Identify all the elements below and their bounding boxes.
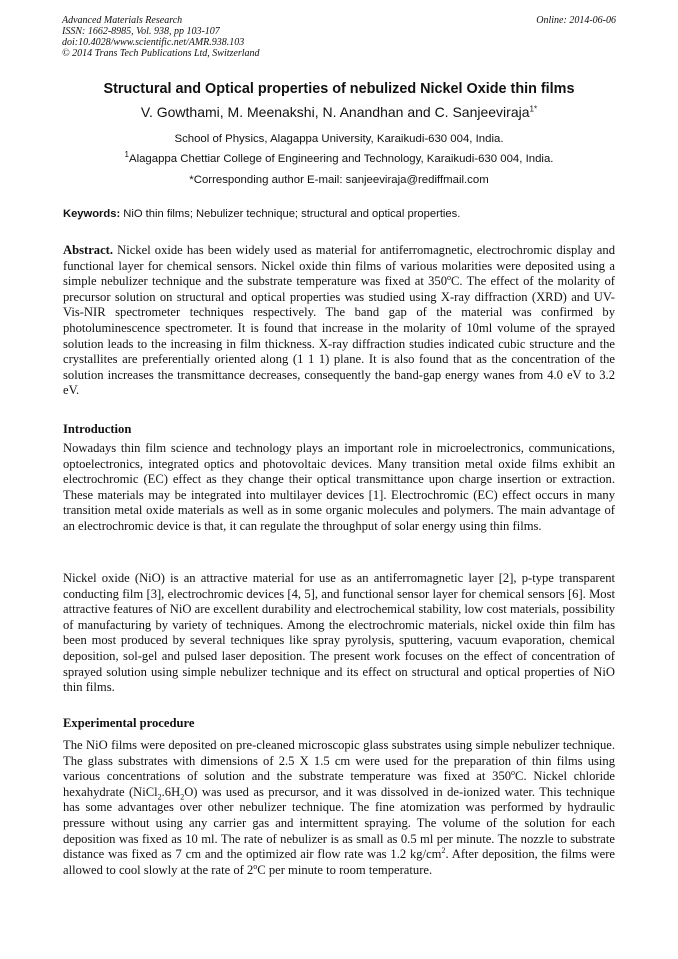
introduction-paragraph-2: Nickel oxide (NiO) is an attractive material for use as an antiferromagnetic layer [2], p-type transparent conducting film [3], electrochromic devices [4, 5], and functional sensor layer for chemical sensors [6]. Most attractive features of NiO are excellent durability and electrochemical stability, low cost materials, possibility of manufacturing by variety of techniques. Among the electrochromic materials, nickel oxide thin film has been most produced by several techniques like spray pyrolysis, sputtering, vacuum evaporation, chemical deposition, sol-gel and pulsed laser deposition. The present work focuses on the effect of concentration of sprayed solution using simple nebulizer technique and its effect on structural and optical properties of NiO thin films. (63, 571, 615, 695)
affiliation-2-superscript: 1 (124, 150, 129, 160)
keywords-text: NiO thin films; Nebulizer technique; structural and optical properties. (120, 208, 461, 220)
abstract-text-2: C. The effect of the molarity of precursor solution on structural and optical properties was studied using X-ray diffraction (XRD) and UV-Vis-NIR spectrometer techniques respectively. The band gap of the material was confirmed by photoluminescence spectrometer. It is found that increase in the molarity of 10ml volume of the sprayed solution leads to the increasing in film thickness. X-ray diffraction studies indicated cubic structure and the crystallites are preferentially oriented along (1 1 1) plane. It is also found that as the concentration of the solution increases the transmittance decreases, consequently the band-gap energy wanes from 4.0 eV to 3.2 eV. (63, 274, 615, 398)
page-header (62, 15, 616, 59)
paper-title: Structural and Optical properties of nebulized Nickel Oxide thin films (103, 81, 575, 97)
exp-text-a: The NiO films were deposited on pre-cleaned microscopic glass substrates using simple nebulizer technique. The glass substrates with dimensions of 2.5 X 1.5 cm were used for the preparation of thin films using various concentrations of solution and the substrate temperature was fixed at 350 (63, 738, 615, 784)
experimental-paragraph (63, 738, 615, 878)
keywords-label: Keywords: (63, 208, 121, 220)
introduction-heading: Introduction (63, 422, 132, 436)
affiliation-2 (0, 150, 678, 165)
abstract-text-1: Nickel oxide has been widely used as material for antiferromagnetic, electrochromic display and functional layer for chemical sensors. Nickel oxide thin films of various molarities were deposited using a simple nebulizer technique and the substrate temperature was fixed at 350 (63, 243, 615, 289)
affiliation-1: School of Physics, Alagappa University, Karaikudi-630 004, India. (174, 133, 504, 145)
exp-text-f: C per minute to room temperature. (257, 862, 433, 877)
exp-sup-3: o (253, 861, 258, 871)
abstract (63, 243, 615, 399)
corresponding-author: *Corresponding author E-mail: sanjeeviraja@rediffmail.com (189, 174, 489, 186)
exp-text-e: . After deposition, the films were allowed to cool slowly at the rate of 2 (63, 847, 615, 877)
exp-text-c: .6H (161, 784, 181, 799)
authors-text: V. Gowthami, M. Meenakshi, N. Anandhan and C. Sanjeeviraja (140, 104, 530, 120)
exp-text-b: C. Nickel chloride hexahydrate (NiCl (63, 769, 615, 799)
authors-superscript: 1* (529, 104, 538, 114)
degree-sup: o (447, 273, 451, 282)
exp-sub-2: 2 (180, 792, 185, 802)
abstract-label: Abstract. (63, 243, 114, 257)
experimental-heading: Experimental procedure (63, 716, 195, 730)
exp-text-d: O) was used as precursor, and it was dissolved in de-ionized water. This technique has some advantages over other nebulizer technique. The fine atomization was performed by hydraulic pressure without using any carrier gas and intermittent spraying. The volume of the solution for each deposition was fixed as 10 ml. The rate of nebulizer is as small as 0.5 ml per minute. The nozzle to substrate distance was fixed as 7 cm and the optimized air flow rate was 1.2 kg/cm (63, 784, 615, 862)
keywords (63, 208, 615, 220)
affiliation-2-text: Alagappa Chettiar College of Engineering and Technology, Karaikudi-630 004, India. (128, 153, 554, 165)
doi-line: doi:10.4028/www.scientific.net/AMR.938.103 (62, 37, 245, 48)
introduction-paragraph-1: Nowadays thin film science and technology plays an important role in microelectronics, communications, optoelectronics, integrated optics and photovoltaic devices. Many transition metal oxide films exhibit an electrochromic (EC) effect as they change their optical transmittance upon charge insertion or extraction. These materials may be integrated into multilayer devices [1]. Electrochromic (EC) effect occurs in many transition metal oxide materials as well as in some organic molecules and polymers. The main advantage of an electrochromic device is that, it can regulate the throughput of solar energy using thin films. (63, 441, 615, 533)
exp-sub-1: 2 (157, 792, 162, 802)
issn-line: ISSN: 1662-8985, Vol. 938, pp 103-107 (62, 26, 220, 37)
author-list (0, 104, 678, 120)
exp-sup-1: o (511, 768, 516, 777)
online-date: Online: 2014-06-06 (536, 15, 616, 26)
journal-name: Advanced Materials Research (62, 15, 183, 26)
copyright-line: © 2014 Trans Tech Publications Ltd, Switzerland (62, 48, 260, 59)
exp-sup-2: 2 (441, 845, 446, 855)
